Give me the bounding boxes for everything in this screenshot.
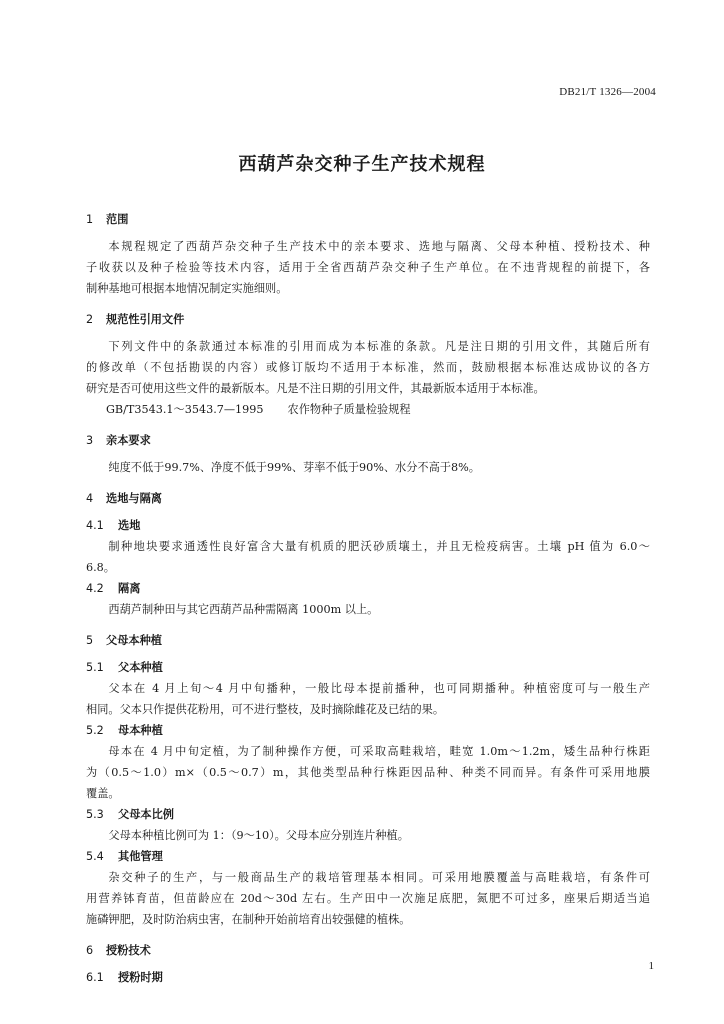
section-heading-2: 2 规范性引用文件 xyxy=(86,313,185,326)
section-heading-1: 1 范围 xyxy=(86,213,129,226)
reference-title: 农作物种子质量检验规程 xyxy=(287,403,411,416)
subsection-heading-5-1: 5.1 父本种植 xyxy=(86,661,163,674)
section-1-paragraph: 本规程规定了西葫芦杂交种子生产技术中的亲本要求、选地与隔离、父母本种植、授粉技术、种 子收获以及种子检验等技术内容，适用于全省西葫芦杂交种子生产单位。在不违背规程的前提下，各 制种基地可根据本地情况制定实施细则。 xyxy=(86,240,650,295)
section-3-paragraph: 纯度不低于99.7%、净度不低于99%、芽率不低于90%、水分不高于8%。 xyxy=(108,461,480,474)
subsection-heading-6-1: 6.1 授粉时期 xyxy=(86,971,163,984)
section-heading-6: 6 授粉技术 xyxy=(86,944,151,957)
normative-reference xyxy=(86,399,650,420)
section-heading-5: 5 父母本种植 xyxy=(86,634,162,647)
document-body xyxy=(86,209,650,988)
subsection-4-2-paragraph: 西葫芦制种田与其它西葫芦品种需隔离 1000m 以上。 xyxy=(108,603,379,616)
subsection-5-2-paragraph: 母本在 4 月中旬定植，为了制种操作方便，可采取高畦栽培，畦宽 1.0m～1.2m，矮生品种行株距 为（0.5～1.0）m×（0.5～0.7）m，其他类型品种行株距因品种、种类不同而异。有条件可采用地膜 覆盖。 xyxy=(86,745,650,800)
subsection-heading-5-2: 5.2 母本种植 xyxy=(86,724,163,737)
section-heading-3: 3 亲本要求 xyxy=(86,434,151,447)
page-number: 1 xyxy=(648,960,654,972)
reference-code: GB/T3543.1～3543.7—1995 xyxy=(106,403,264,416)
subsection-heading-4-2: 4.2 隔离 xyxy=(86,582,141,595)
subsection-5-4-paragraph: 杂交种子的生产，与一般商品生产的栽培管理基本相同。可采用地膜覆盖与高畦栽培，有条件可 用营养钵育苗，但苗龄应在 20d～30d 左右。生产田中一次施足底肥，氮肥不可过多，座果后期适当追 施磷钾肥，及时防治病虫害，在制种开始前培育出较强健的植株。 xyxy=(86,871,650,926)
subsection-5-3-paragraph: 父母本种植比例可为 1：（9～10）。父母本应分别连片种植。 xyxy=(108,829,409,842)
subsection-heading-4-1: 4.1 选地 xyxy=(86,519,141,532)
standard-code: DB21/T 1326—2004 xyxy=(559,86,656,98)
subsection-heading-5-3: 5.3 父母本比例 xyxy=(86,808,174,821)
subsection-4-1-paragraph: 制种地块要求通透性良好富含大量有机质的肥沃砂质壤土，并且无检疫病害。土壤 pH 值为 6.0～ 6.8。 xyxy=(86,540,650,574)
subsection-5-1-paragraph: 父本在 4 月上旬～4 月中旬播种，一般比母本提前播种，也可同期播种。种植密度可与一般生产 相同。父本只作提供花粉用，可不进行整枝，及时摘除雌花及已结的果。 xyxy=(86,682,650,716)
subsection-heading-5-4: 5.4 其他管理 xyxy=(86,850,163,863)
page-title: 西葫芦杂交种子生产技术规程 xyxy=(238,154,486,175)
section-heading-4: 4 选地与隔离 xyxy=(86,492,162,505)
section-2-paragraph: 下列文件中的条款通过本标准的引用而成为本标准的条款。凡是注日期的引用文件，其随后所有 的修改单（不包括勘误的内容）或修订版均不适用于本标准，然而，鼓励根据本标准达成协议的各方 研究是否可使用这些文件的最新版本。凡是不注日期的引用文件，其最新版本适用于本标准。 xyxy=(86,340,650,395)
